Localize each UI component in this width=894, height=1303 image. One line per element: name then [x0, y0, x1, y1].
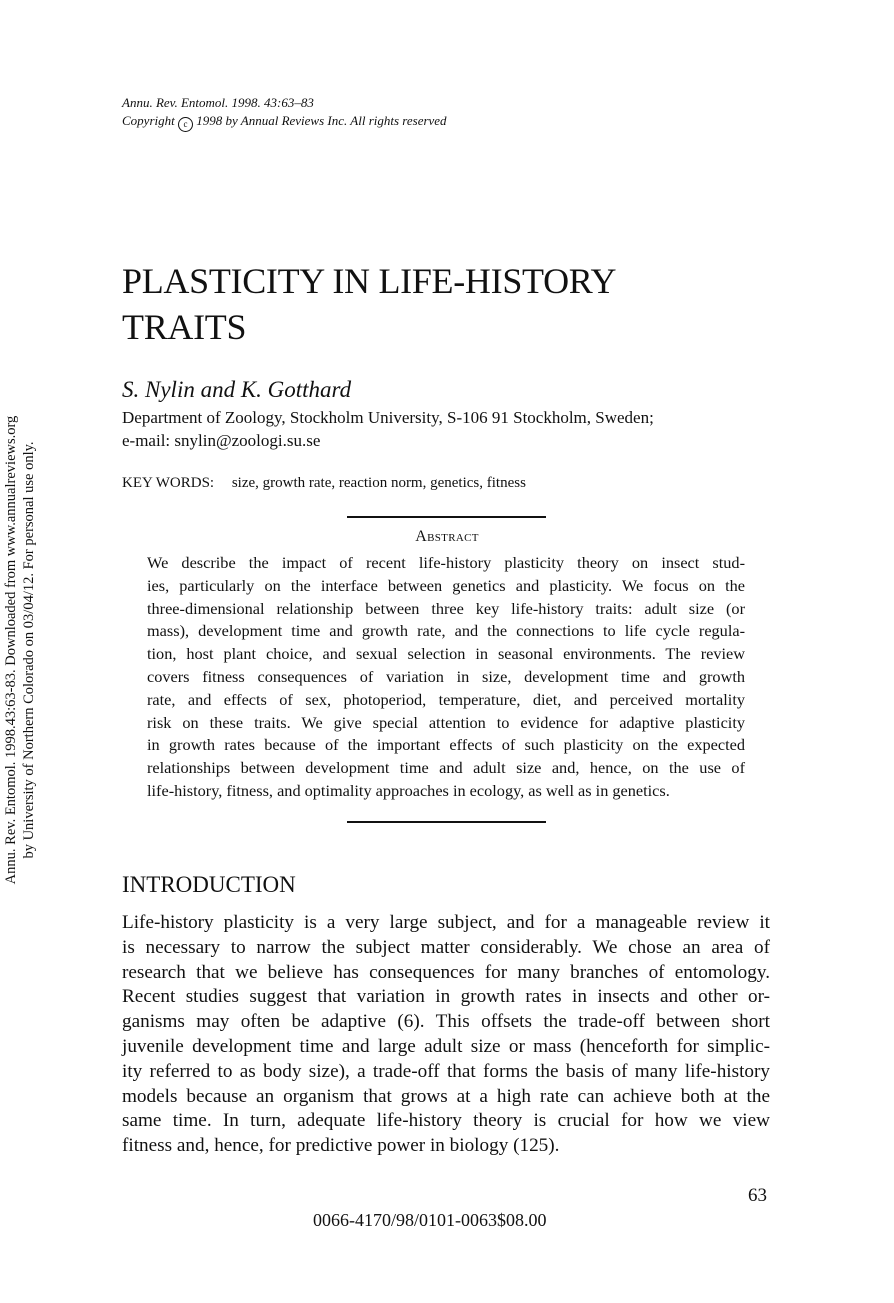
journal-citation: Annu. Rev. Entomol. 1998. 43:63–83: [122, 95, 314, 110]
abstract-bottom-rule: [347, 821, 546, 823]
abstract-line: three-dimensional relationship between three key life-history traits: adult size (or: [147, 598, 745, 618]
affiliation-address: Department of Zoology, Stockholm University, S-106 91 Stockholm, Sweden;: [122, 408, 654, 427]
abstract-line: in growth rates because of the important effects of such plasticity on the expected: [147, 735, 745, 755]
intro-line: ity referred to as body size), a trade-off that forms the basis of many life-history: [122, 1060, 770, 1082]
download-watermark: [2, 380, 42, 920]
issn-price-code: 0066-4170/98/0101-0063$08.00: [313, 1210, 547, 1230]
title-line-1: PLASTICITY IN LIFE-HISTORY: [122, 261, 617, 301]
abstract-line: covers fitness consequences of variation in size, development time and growth: [147, 666, 745, 686]
abstract-line: We describe the impact of recent life-history plasticity theory on insect stud-: [147, 553, 745, 572]
abstract-body: [147, 552, 745, 803]
intro-line: same time. In turn, adequate life-history theory is crucial for how we view: [122, 1110, 770, 1132]
abstract-line: relationships between development time and adult size and, hence, on the use of: [147, 758, 745, 778]
copyright-line: [122, 112, 447, 132]
watermark-line-1: Annu. Rev. Entomol. 1998.43:63-83. Downloaded from www.annualreviews.org: [3, 415, 19, 885]
article-title: [122, 258, 762, 350]
authors: S. Nylin and K. Gotthard: [122, 377, 352, 402]
section-heading-introduction: INTRODUCTION: [122, 872, 296, 897]
keywords: [122, 475, 526, 492]
intro-line: is necessary to narrow the subject matter considerably. We chose an area of: [122, 936, 770, 958]
abstract-line: mass), development time and growth rate, and the connections to life cycle regula-: [147, 621, 745, 641]
abstract-line: rate, and effects of sex, photoperiod, temperature, diet, and perceived mortality: [147, 689, 745, 709]
abstract-heading: Abstract: [415, 528, 479, 545]
abstract-line: life-history, fitness, and optimality approaches in ecology, as well as in genetics.: [147, 780, 670, 800]
abstract-line: risk on these traits. We give special attention to evidence for adaptive plasticity: [147, 712, 745, 732]
abstract-line: ies, particularly on the interface between genetics and plasticity. We focus on the: [147, 575, 745, 595]
intro-line: Life-history plasticity is a very large subject, and for a manageable review it: [122, 912, 770, 933]
affiliation: [122, 406, 782, 452]
introduction-body: [122, 911, 770, 1159]
intro-line: Recent studies suggest that variation in growth rates in insects and other or-: [122, 986, 770, 1008]
copyright-prefix: Copyright: [122, 113, 175, 128]
keywords-label: KEY WORDS:: [122, 475, 215, 491]
intro-line: fitness and, hence, for predictive power in biology (125).: [122, 1135, 560, 1157]
abstract-top-rule: [347, 516, 546, 518]
page-number: 63: [748, 1185, 767, 1206]
copyright-suffix: 1998 by Annual Reviews Inc. All rights reserved: [196, 113, 447, 128]
intro-line: models because an organism that grows at a high rate can achieve both at the: [122, 1085, 770, 1107]
affiliation-email: e-mail: snylin@zoologi.su.se: [122, 431, 321, 450]
intro-line: research that we believe has consequences for many branches of entomology.: [122, 961, 770, 983]
title-line-2: TRAITS: [122, 307, 247, 347]
intro-line: juvenile development time and large adult size or mass (henceforth for simplic-: [122, 1035, 770, 1057]
copyright-icon: c: [178, 117, 193, 132]
abstract-line: tion, host plant choice, and sexual selection in seasonal environments. The review: [147, 644, 745, 664]
watermark-line-2: by University of Northern Colorado on 03/04/12. For personal use only.: [21, 441, 37, 859]
journal-header: [122, 94, 447, 132]
keywords-value: size, growth rate, reaction norm, genetics, fitness: [231, 475, 526, 491]
intro-line: ganisms may often be adaptive (6). This offsets the trade-off between short: [122, 1011, 770, 1033]
